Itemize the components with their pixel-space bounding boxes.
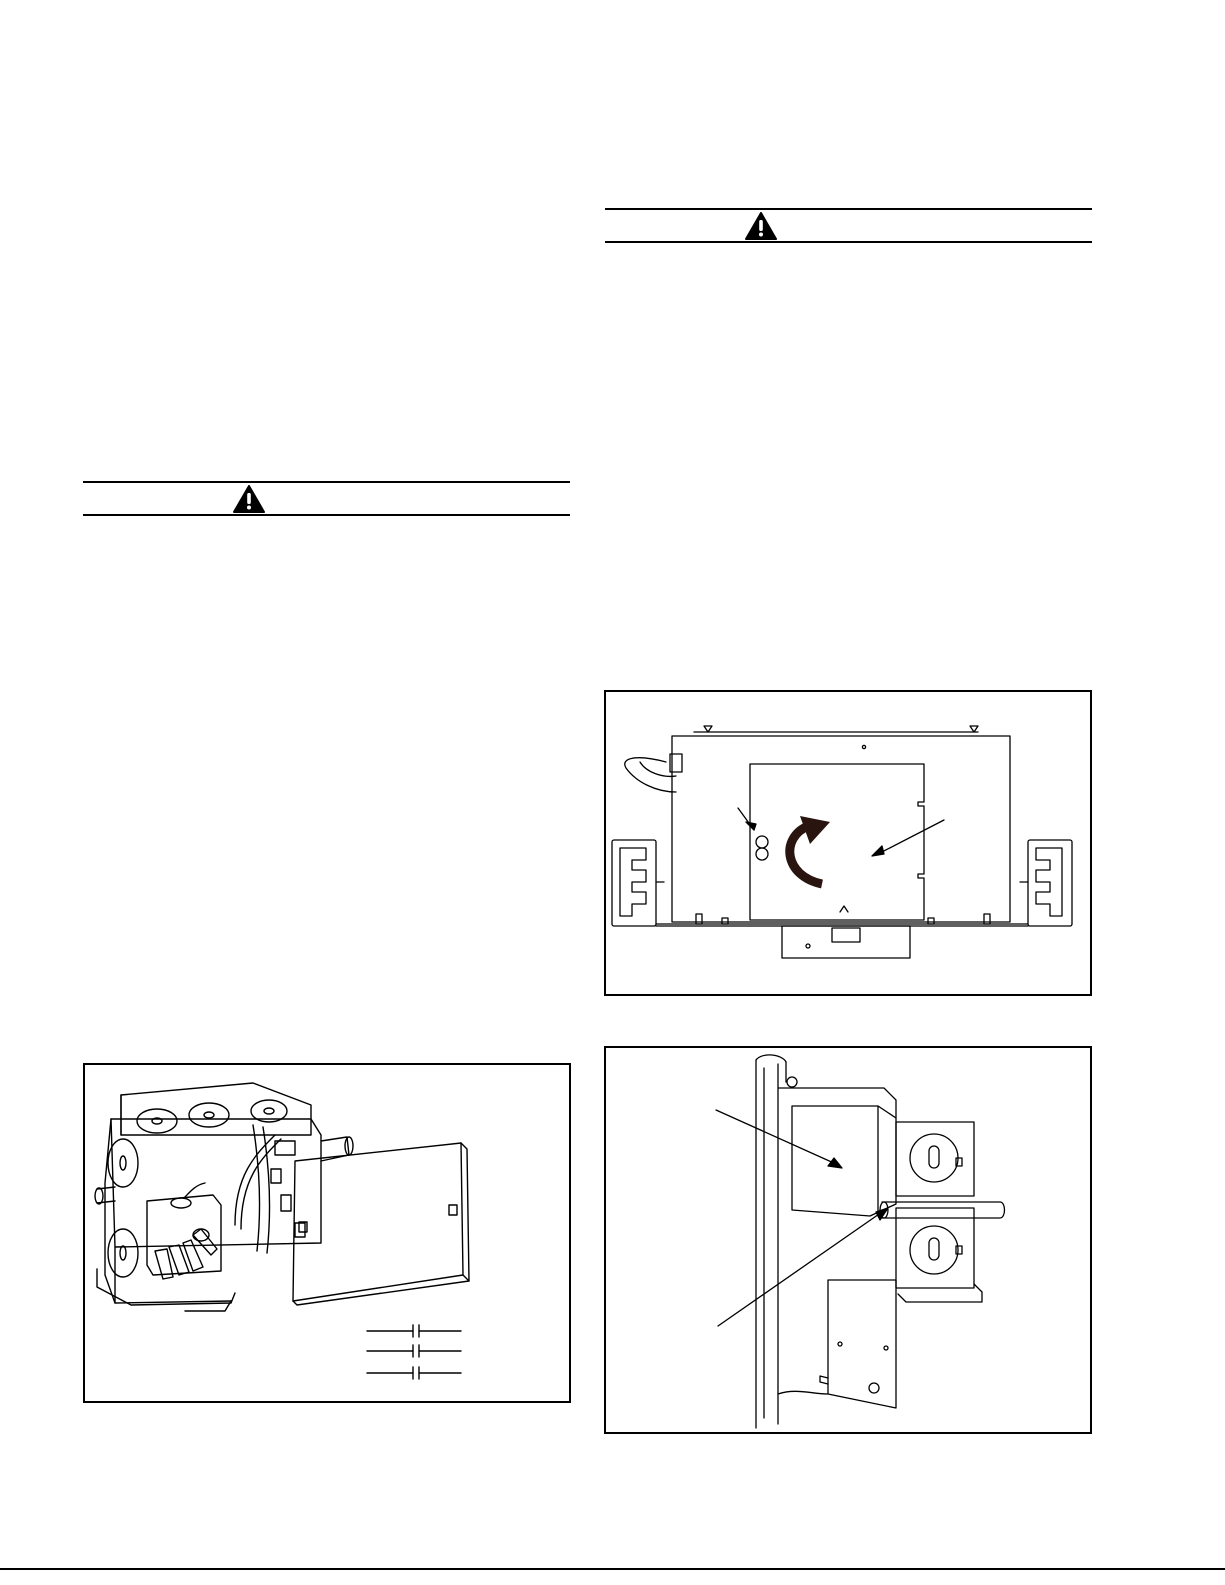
curved-arrow-icon (772, 808, 852, 898)
warning-triangle-icon (745, 212, 777, 240)
figure-open-junction-box (83, 1063, 571, 1403)
page-bottom-rule (0, 1568, 1225, 1570)
warning-header-left (83, 481, 570, 516)
junction-box-illustration (85, 1065, 569, 1401)
warning-triangle-icon (233, 485, 265, 513)
warning-header-right (605, 208, 1092, 243)
figure-housing-top-view (604, 690, 1092, 996)
housing-side-view-illustration (606, 1048, 1090, 1432)
figure-housing-side-view (604, 1046, 1092, 1434)
